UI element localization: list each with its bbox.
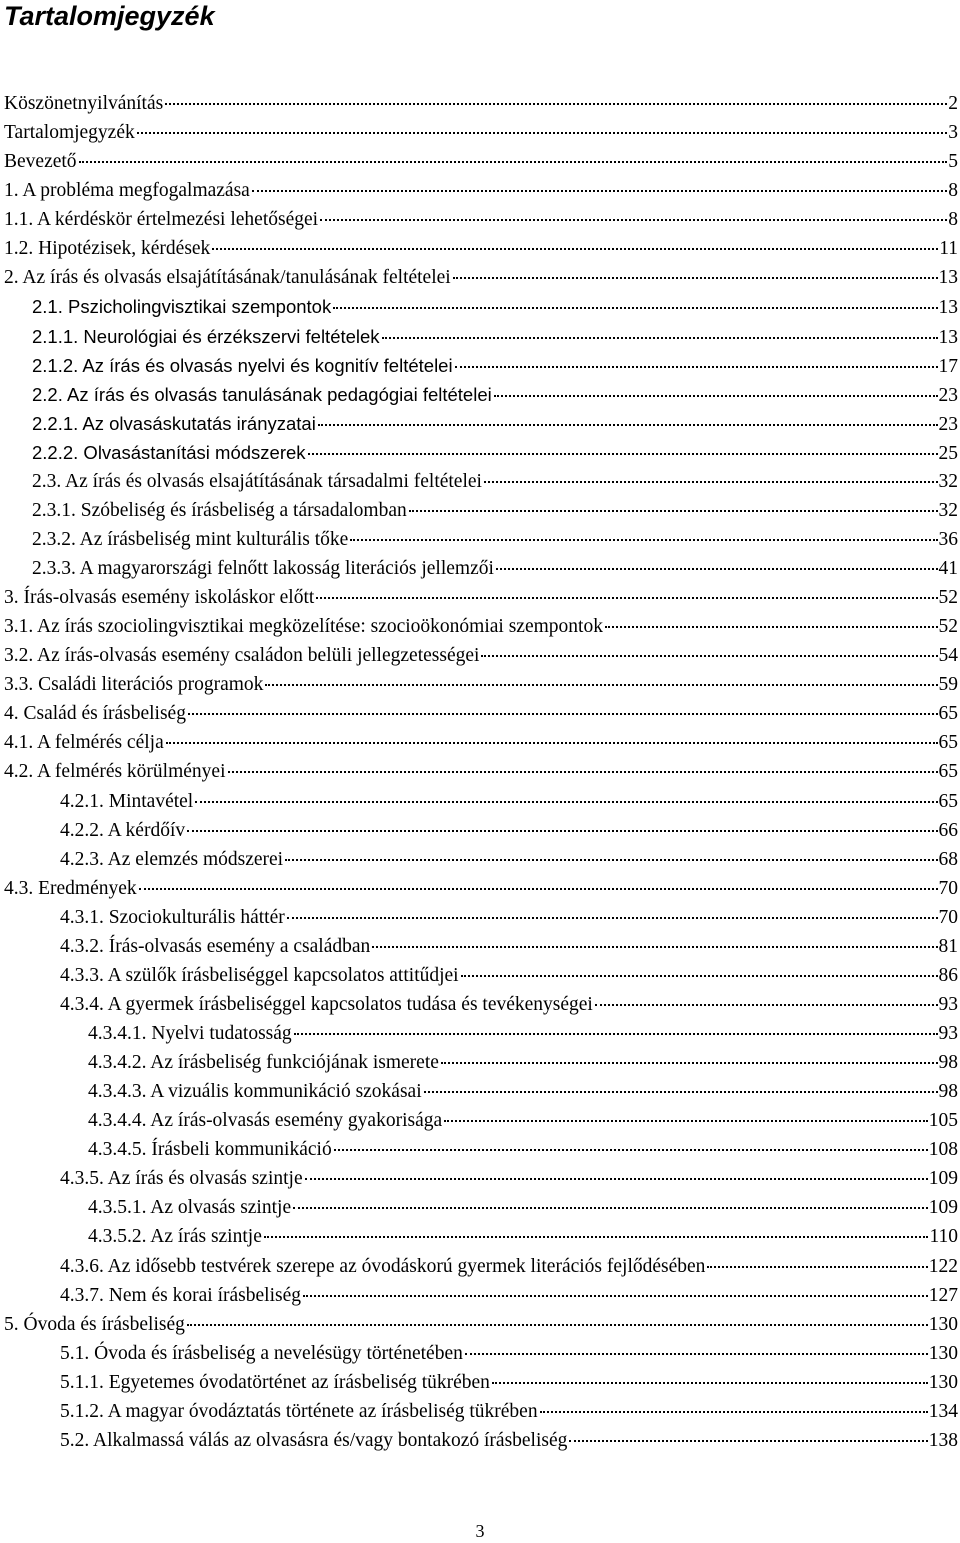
toc-entry-page: 65 xyxy=(938,761,958,783)
toc-entry-label: 2.2. Az írás és olvasás tanulásának pedagógiai feltételei xyxy=(32,380,493,409)
dot-leader xyxy=(409,509,938,512)
toc-entry-label: 3. Írás-olvasás esemény iskoláskor előtt xyxy=(4,583,315,612)
toc-entry[interactable] xyxy=(4,816,958,845)
toc-entry[interactable] xyxy=(4,670,958,699)
toc-entry-page: 13 xyxy=(938,297,958,319)
dot-leader xyxy=(265,683,937,686)
dot-leader xyxy=(316,596,937,599)
toc-entry-label: 1.1. A kérdéskör értelmezési lehetőségei xyxy=(4,205,319,234)
toc-entry-page: 110 xyxy=(929,1226,958,1248)
dot-leader xyxy=(333,306,937,309)
toc-entry-label: 2.3. Az írás és olvasás elsajátításának társadalmi feltételei xyxy=(32,467,483,496)
toc-entry-page: 25 xyxy=(938,442,958,464)
toc-entry-label: 4.2.1. Mintavétel xyxy=(60,787,194,816)
dot-leader xyxy=(484,480,938,483)
toc-entry-label: 2.1.1. Neurológiai és érzékszervi feltételek xyxy=(32,322,381,351)
toc-entry-page: 32 xyxy=(938,499,958,521)
toc-entry-page: 70 xyxy=(938,906,958,928)
toc-entry-page: 66 xyxy=(938,819,958,841)
toc-entry-page: 65 xyxy=(938,732,958,754)
toc-entry-page: 86 xyxy=(938,964,958,986)
toc-entry[interactable] xyxy=(4,89,958,118)
toc-entry-page: 122 xyxy=(928,1255,958,1277)
dot-leader xyxy=(444,1119,928,1122)
toc-entry-page: 41 xyxy=(938,558,958,579)
dot-leader xyxy=(496,567,938,570)
toc-entry-label: Bevezető xyxy=(4,147,78,176)
toc-entry[interactable] xyxy=(4,496,958,525)
dot-leader xyxy=(453,276,938,279)
dot-leader xyxy=(707,1265,927,1268)
toc-entry-label: 2.2.2. Olvasástanítási módszerek xyxy=(32,438,307,467)
dot-leader xyxy=(318,423,938,426)
toc-entry-page: 130 xyxy=(928,1342,958,1364)
toc-entry-page: 59 xyxy=(938,674,958,696)
toc-entry-label: 3.3. Családi literációs programok xyxy=(4,670,264,699)
toc-entry-label: 2.3.2. Az írásbeliség mint kulturális tőke xyxy=(32,525,349,554)
toc-entry[interactable] xyxy=(4,351,958,380)
toc-entry-page: 130 xyxy=(928,1371,958,1393)
toc-entry[interactable] xyxy=(4,641,958,670)
toc-entry[interactable] xyxy=(4,1106,958,1135)
toc-entry-page: 65 xyxy=(938,790,958,812)
dot-leader xyxy=(320,218,947,221)
toc-entry-page: 130 xyxy=(928,1313,958,1335)
dot-leader xyxy=(195,800,937,803)
dot-leader xyxy=(569,1439,927,1442)
page-title: Tartalomjegyzék xyxy=(4,1,215,31)
toc-entry[interactable] xyxy=(4,1397,958,1426)
dot-leader xyxy=(228,770,938,773)
dot-leader xyxy=(187,829,937,832)
dot-leader xyxy=(334,1148,928,1151)
toc-entry-label: 4.2.2. A kérdőív xyxy=(60,816,186,845)
toc-entry-label: 2.2.1. Az olvasáskutatás irányzatai xyxy=(32,409,317,438)
toc-entry[interactable] xyxy=(4,1252,958,1281)
toc-entry-page: 3 xyxy=(948,122,958,144)
toc-entry-page: 2 xyxy=(948,93,958,114)
toc-entry-label: 4.2.3. Az elemzés módszerei xyxy=(60,845,284,874)
toc-entry-page: 8 xyxy=(948,209,958,231)
toc-entry[interactable] xyxy=(4,467,958,496)
dot-leader xyxy=(137,131,948,134)
toc-entry[interactable] xyxy=(4,699,958,728)
toc-entry[interactable] xyxy=(4,1135,958,1164)
toc-entry-label: 3.1. Az írás szociolingvisztikai megközelítése: szocioökonómiai szempontok xyxy=(4,612,604,641)
dot-leader xyxy=(212,247,938,250)
toc-entry[interactable] xyxy=(4,787,958,816)
toc-entry[interactable] xyxy=(4,932,958,961)
dot-leader xyxy=(595,1003,938,1006)
toc-entry-page: 54 xyxy=(938,645,958,667)
toc-entry-page: 68 xyxy=(938,848,958,870)
dot-leader xyxy=(287,916,938,919)
table-of-contents xyxy=(4,89,958,1455)
toc-entry[interactable] xyxy=(4,1281,958,1310)
toc-entry[interactable] xyxy=(4,845,958,874)
toc-entry-page: 105 xyxy=(928,1110,958,1132)
toc-entry-label: 1. A probléma megfogalmazása xyxy=(4,176,251,205)
toc-entry-label: 3.2. Az írás-olvasás esemény családon belüli jellegzetességei xyxy=(4,641,480,670)
dot-leader xyxy=(166,741,938,744)
toc-entry-page: 138 xyxy=(928,1429,958,1451)
toc-entry[interactable] xyxy=(4,292,958,321)
dot-leader xyxy=(382,336,938,339)
toc-entry[interactable] xyxy=(4,205,958,234)
dot-leader xyxy=(305,1177,928,1180)
toc-entry-page: 109 xyxy=(928,1168,958,1190)
toc-entry-page: 13 xyxy=(938,267,958,289)
dot-leader xyxy=(441,1061,938,1064)
toc-entry-page: 93 xyxy=(938,993,958,1015)
toc-entry-page: 23 xyxy=(938,384,958,406)
toc-entry-label: 5.1.1. Egyetemes óvodatörténet az írásbeliség tükrében xyxy=(60,1368,491,1397)
dot-leader xyxy=(293,1206,928,1209)
toc-entry[interactable] xyxy=(4,1339,958,1368)
toc-entry-label: 5.2. Alkalmassá válás az olvasásra és/vagy bontakozó írásbeliség xyxy=(60,1426,568,1455)
toc-entry-page: 108 xyxy=(928,1139,958,1161)
toc-entry-page: 23 xyxy=(938,413,958,435)
toc-entry-label: 4.3.6. Az idősebb testvérek szerepe az óvodáskorú gyermek literációs fejlődésében xyxy=(60,1252,706,1281)
toc-entry-page: 11 xyxy=(939,238,958,260)
toc-entry[interactable] xyxy=(4,1164,958,1193)
toc-entry-label: 4.3.4.3. A vizuális kommunikáció szokásai xyxy=(88,1077,423,1106)
toc-entry-label: 5.1. Óvoda és írásbeliség a nevelésügy történetében xyxy=(60,1339,464,1368)
toc-entry[interactable] xyxy=(4,118,958,147)
toc-entry[interactable] xyxy=(4,322,958,351)
toc-entry[interactable] xyxy=(4,147,958,176)
toc-entry-label: 4.3.5.1. Az olvasás szintje xyxy=(88,1193,292,1222)
toc-entry-page: 98 xyxy=(938,1081,958,1103)
toc-entry[interactable] xyxy=(4,1077,958,1106)
dot-leader xyxy=(492,1381,928,1384)
toc-entry[interactable] xyxy=(4,438,958,467)
toc-entry-page: 52 xyxy=(938,616,958,638)
toc-entry-page: 127 xyxy=(928,1284,958,1306)
dot-leader xyxy=(303,1294,928,1297)
toc-entry[interactable] xyxy=(4,234,958,263)
toc-entry-page: 98 xyxy=(938,1052,958,1074)
toc-entry-label: 4.3.4.1. Nyelvi tudatosság xyxy=(88,1019,293,1048)
dot-leader xyxy=(605,625,938,628)
toc-entry[interactable] xyxy=(4,1222,958,1251)
toc-entry-label: 4.3.5. Az írás és olvasás szintje xyxy=(60,1164,304,1193)
toc-entry-label: 2.3.1. Szóbeliség és írásbeliség a társadalomban xyxy=(32,496,408,525)
toc-entry[interactable] xyxy=(4,1426,958,1455)
toc-entry[interactable] xyxy=(4,1368,958,1397)
toc-entry-label: 4.3.4. A gyermek írásbeliséggel kapcsolatos tudása és tevékenységei xyxy=(60,990,594,1019)
toc-entry-label: 2.1. Pszicholingvisztikai szempontok xyxy=(32,292,332,321)
toc-entry[interactable] xyxy=(4,990,958,1019)
toc-entry-page: 65 xyxy=(938,703,958,725)
dot-leader xyxy=(188,712,938,715)
toc-entry[interactable] xyxy=(4,263,958,292)
toc-entry[interactable] xyxy=(4,176,958,205)
toc-entry[interactable] xyxy=(4,874,958,903)
toc-entry[interactable] xyxy=(4,1048,958,1077)
dot-leader xyxy=(455,365,938,368)
toc-entry[interactable] xyxy=(4,612,958,641)
toc-entry[interactable] xyxy=(4,554,958,583)
toc-entry-label: 2.3.3. A magyarországi felnőtt lakosság literációs jellemzői xyxy=(32,554,495,583)
toc-entry-label: 5. Óvoda és írásbeliség xyxy=(4,1310,186,1339)
toc-entry-label: 4.2. A felmérés körülményei xyxy=(4,757,227,786)
dot-leader xyxy=(165,102,947,105)
dot-leader xyxy=(187,1323,928,1326)
toc-entry-page: 52 xyxy=(938,587,958,609)
dot-leader xyxy=(294,1032,938,1035)
dot-leader xyxy=(252,189,947,192)
toc-entry-page: 36 xyxy=(938,528,958,550)
toc-entry-label: 4.3.5.2. Az írás szintje xyxy=(88,1222,263,1251)
toc-entry[interactable] xyxy=(4,728,958,757)
toc-entry-page: 8 xyxy=(948,180,958,202)
toc-entry-label: 5.1.2. A magyar óvodáztatás története az írásbeliség tükrében xyxy=(60,1397,539,1426)
toc-entry-label: 4.3.2. Írás-olvasás esemény a családban xyxy=(60,932,371,961)
toc-entry-page: 13 xyxy=(938,326,958,348)
toc-entry-page: 70 xyxy=(938,877,958,899)
toc-entry[interactable] xyxy=(4,380,958,409)
toc-entry-label: 4.3. Eredmények xyxy=(4,874,138,903)
toc-entry-label: 4.3.4.5. Írásbeli kommunikáció xyxy=(88,1135,333,1164)
toc-entry-label: 1.2. Hipotézisek, kérdések xyxy=(4,234,211,263)
dot-leader xyxy=(264,1235,929,1238)
toc-entry-page: 93 xyxy=(938,1023,958,1044)
dot-leader xyxy=(308,452,938,455)
toc-entry[interactable] xyxy=(4,583,958,612)
toc-entry[interactable] xyxy=(4,409,958,438)
dot-leader xyxy=(350,538,937,541)
toc-entry[interactable] xyxy=(4,903,958,932)
dot-leader xyxy=(465,1352,928,1355)
toc-entry[interactable] xyxy=(4,1019,958,1048)
toc-entry-page: 81 xyxy=(938,935,958,957)
toc-entry[interactable] xyxy=(4,1193,958,1222)
toc-entry-page: 5 xyxy=(948,151,958,173)
dot-leader xyxy=(481,654,937,657)
dot-leader xyxy=(540,1410,928,1413)
toc-entry-label: Tartalomjegyzék xyxy=(4,118,136,147)
toc-entry-label: 2. Az írás és olvasás elsajátításának/tanulásának feltételei xyxy=(4,263,452,292)
toc-entry[interactable] xyxy=(4,961,958,990)
toc-entry-page: 134 xyxy=(928,1400,958,1422)
toc-entry-label: 4.3.3. A szülők írásbeliséggel kapcsolatos attitűdjei xyxy=(60,961,460,990)
dot-leader xyxy=(424,1090,938,1093)
toc-entry-label: 4.3.4.2. Az írásbeliség funkciójának ismerete xyxy=(88,1048,440,1077)
toc-entry-label: Köszönetnyilvánítás xyxy=(4,89,164,118)
page-number: 3 xyxy=(475,1521,485,1541)
dot-leader xyxy=(461,974,938,977)
toc-entry-page: 32 xyxy=(938,470,958,492)
dot-leader xyxy=(494,394,938,397)
toc-entry-label: 4.1. A felmérés célja xyxy=(4,728,165,757)
dot-leader xyxy=(79,160,948,163)
toc-entry[interactable] xyxy=(4,757,958,786)
toc-entry-label: 4.3.7. Nem és korai írásbeliség xyxy=(60,1281,302,1310)
toc-entry[interactable] xyxy=(4,525,958,554)
toc-entry-label: 4. Család és írásbeliség xyxy=(4,699,187,728)
toc-entry-label: 4.3.1. Szociokulturális háttér xyxy=(60,903,286,932)
toc-entry-page: 109 xyxy=(928,1197,958,1219)
toc-entry-label: 2.1.2. Az írás és olvasás nyelvi és kognitív feltételei xyxy=(32,351,454,380)
dot-leader xyxy=(372,945,937,948)
toc-entry[interactable] xyxy=(4,1310,958,1339)
dot-leader xyxy=(139,887,938,890)
toc-entry-page: 17 xyxy=(938,355,958,377)
toc-entry-label: 4.3.4.4. Az írás-olvasás esemény gyakorisága xyxy=(88,1106,443,1135)
dot-leader xyxy=(285,858,937,861)
